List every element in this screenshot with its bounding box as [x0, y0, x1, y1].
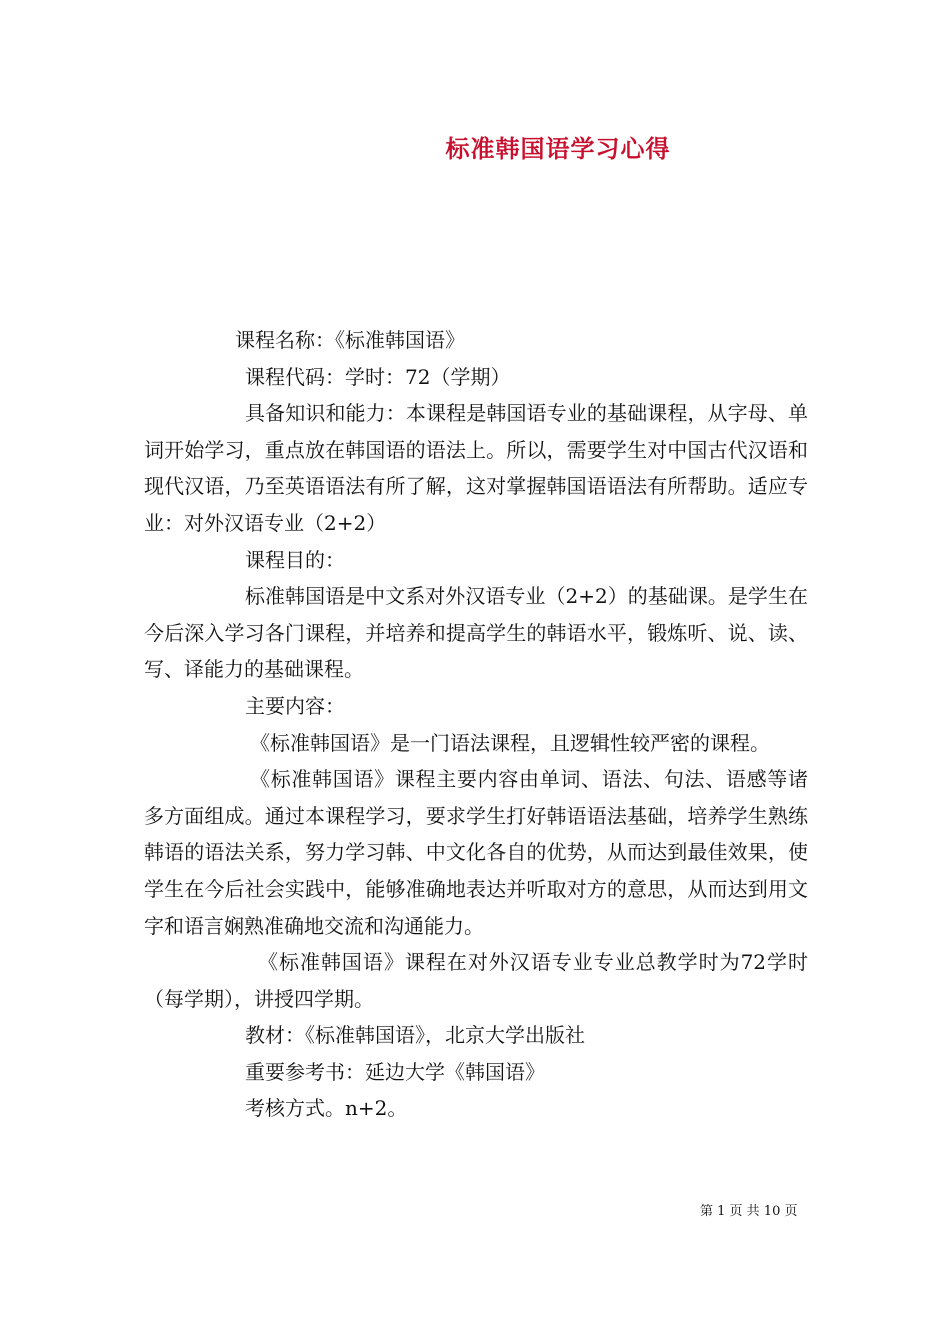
document-body — [144, 322, 808, 1127]
paragraph-content-2: 《标准韩国语》课程主要内容由单词、语法、句法、语感等诸多方面组成。通过本课程学习，要求学生打好韩语语法基础，培养学生熟练韩语的语法关系，努力学习韩、中文化各自的优势，从而达到最佳效果，使学生在今后社会实践中，能够准确地表达并听取对方的意思，从而达到用文字和语言娴熟准确地交流和沟通能力。 — [144, 767, 808, 938]
paragraph-course-code: 课程代码：学时：72（学期） — [245, 364, 511, 389]
paragraph-textbook: 教材：《标准韩国语》，北京大学出版社 — [245, 1023, 585, 1048]
paragraph-purpose: 标准韩国语是中文系对外汉语专业（2+2）的基础课。是学生在今后深入学习各门课程，并培养和提高学生的韩语水平，锻炼听、说、读、写、译能力的基础课程。 — [144, 584, 808, 682]
paragraph-course-name: 课程名称：《标准韩国语》 — [235, 328, 465, 352]
page-number-footer: 第 1 页 共 10 页 — [700, 1204, 798, 1219]
paragraph-purpose-heading: 课程目的： — [245, 547, 345, 572]
paragraph-reference: 重要参考书：延边大学《韩国语》 — [245, 1059, 545, 1084]
document-title: 标准韩国语学习心得 — [445, 134, 671, 163]
paragraph-prerequisites: 具备知识和能力：本课程是韩国语专业的基础课程，从字母、单词开始学习，重点放在韩国语的语法上。所以，需要学生对中国古代汉语和现代汉语，乃至英语语法有所了解，这对掌握韩国语语法有所帮助。适应专业：对外汉语专业（2+2） — [144, 401, 808, 535]
paragraph-content-heading: 主要内容： — [245, 693, 345, 718]
paragraph-content-1: 《标准韩国语》是一门语法课程，且逻辑性较严密的课程。 — [250, 730, 770, 755]
paragraph-hours: 《标准韩国语》课程在对外汉语专业专业总教学时为72学时（每学期），讲授四学期。 — [144, 950, 808, 1011]
paragraph-assessment: 考核方式。n+2。 — [245, 1096, 408, 1121]
